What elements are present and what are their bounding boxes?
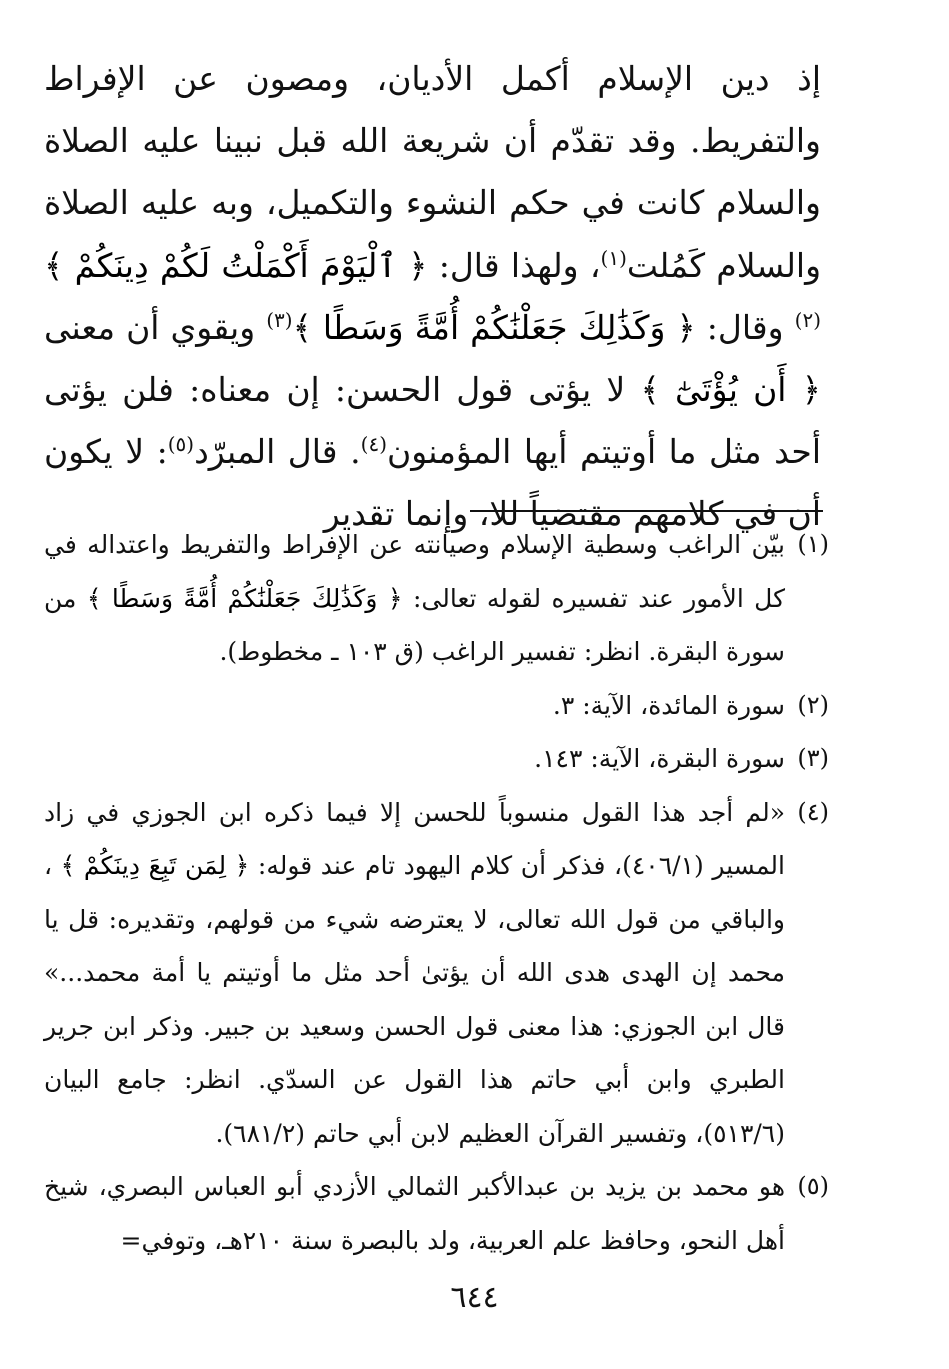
quran-verse: ﴿ ٱلْيَوْمَ أَكْمَلْتُ لَكُمْ دِينَكُمْ ﴾ — [44, 245, 428, 285]
footnote-text: سورة البقرة، الآية: ١٤٣. — [534, 744, 785, 773]
footnote-separator-line — [470, 510, 823, 512]
main-sentence: إذ دين الإسلام أكمل الأديان، ومصون عن الإفراط والتفريط. — [44, 59, 821, 161]
footnote-item — [44, 732, 829, 786]
footnote-item — [44, 786, 829, 1161]
main-sentence: . — [350, 432, 361, 472]
footnote-text: هو محمد بن يزيد بن عبدالأكبر الثمالي الأزدي أبو العباس البصري، شيخ أهل النحو، وحافظ علم العربية، ولد بالبصرة سنة ٢١٠هـ، وتوفي= — [44, 1172, 785, 1255]
main-sentence: قال المبرّد — [194, 432, 338, 472]
main-sentence: ، ولهذا قال: — [438, 245, 601, 285]
main-sentence: لا يؤتى قول الحسن: إن معناه: فلن يؤتى أحد مثل ما أوتيتم أيها المؤمنون — [44, 370, 821, 472]
main-sentence: ويقوي أن معنى — [44, 307, 256, 347]
footnote-number: (٥) — [797, 1172, 829, 1200]
quran-verse: ﴿ وَكَذَٰلِكَ جَعَلْنَٰكُمْ أُمَّةً وَسَطًا ﴾ — [86, 583, 403, 613]
main-sentence: : لا يكون أن في كلامهم مقتضياً للا، وإنما تقدير — [44, 432, 821, 534]
footnotes-section — [44, 518, 829, 1267]
footnote-text: بيّن الراغب وسطية الإسلام وصيانته عن الإفراط والتفريط واعتداله في كل الأمور عند تفسيره لقوله تعالى: — [44, 530, 786, 613]
footnote-reference[interactable]: (٣) — [266, 307, 293, 332]
main-paragraph — [44, 48, 821, 546]
footnote-reference[interactable]: (١) — [600, 245, 627, 270]
footnote-reference[interactable]: (٢) — [794, 307, 822, 332]
main-sentence: وقد تقدّم أن شريعة الله قبل نبينا عليه الصلاة والسلام كانت في حكم النشوء والتكميل، وبه عليه الصلاة والسلام كَمُلت — [44, 121, 822, 285]
page-number: ٦٤٤ — [450, 1280, 499, 1315]
footnote-item — [44, 679, 829, 733]
main-sentence: وقال: — [706, 307, 784, 347]
quran-verse: ﴿ أَن يُؤْتَىٰٓ ﴾ — [640, 370, 822, 410]
footnote-text: «لم أجد هذا القول منسوباً للحسن إلا فيما ذكره ابن الجوزي في زاد المسير (٤٠٦/١)، فذكر أن كلام اليهود تام عند قوله: — [44, 797, 785, 880]
footnote-item — [44, 518, 829, 679]
quran-verse: ﴿ وَكَذَٰلِكَ جَعَلْنَٰكُمْ أُمَّةً وَسَطًا ﴾ — [292, 307, 696, 347]
footnote-text: ، والباقي من قول الله تعالى، لا يعترضه شيء من قولهم، وتقديره: قل يا محمد إن الهدى هدى الله أن يؤتىٰ أحد مثل ما أوتيتم يا أمة محمد...» قال ابن الجوزي: هذا معنى قول الحسن وسعيد بن جبير. وذكر ابن جرير الطبري وابن أبي حاتم هذا القول عن السدّي. انظر: جامع البيان (٥١٣/٦)، وتفسير القرآن العظيم لابن أبي حاتم (٦٨١/٢). — [44, 851, 785, 1148]
main-text-block — [44, 48, 821, 546]
footnote-text: من سورة البقرة. انظر: تفسير الراغب (ق ١٠٣ ـ مخطوط). — [44, 583, 785, 666]
footnote-number: (١) — [797, 530, 829, 558]
quran-verse: ﴿ لِمَن تَبِعَ دِينَكُمْ ﴾ — [60, 851, 250, 880]
footnote-number: (٤) — [797, 797, 829, 826]
footnote-reference[interactable]: (٥) — [167, 432, 195, 457]
footnote-text: سورة المائدة، الآية: ٣. — [552, 690, 785, 720]
footnote-number: (٣) — [797, 744, 829, 772]
footnote-number: (٢) — [797, 690, 829, 719]
footnote-reference[interactable]: (٤) — [360, 432, 388, 457]
footnote-item — [44, 1160, 829, 1267]
